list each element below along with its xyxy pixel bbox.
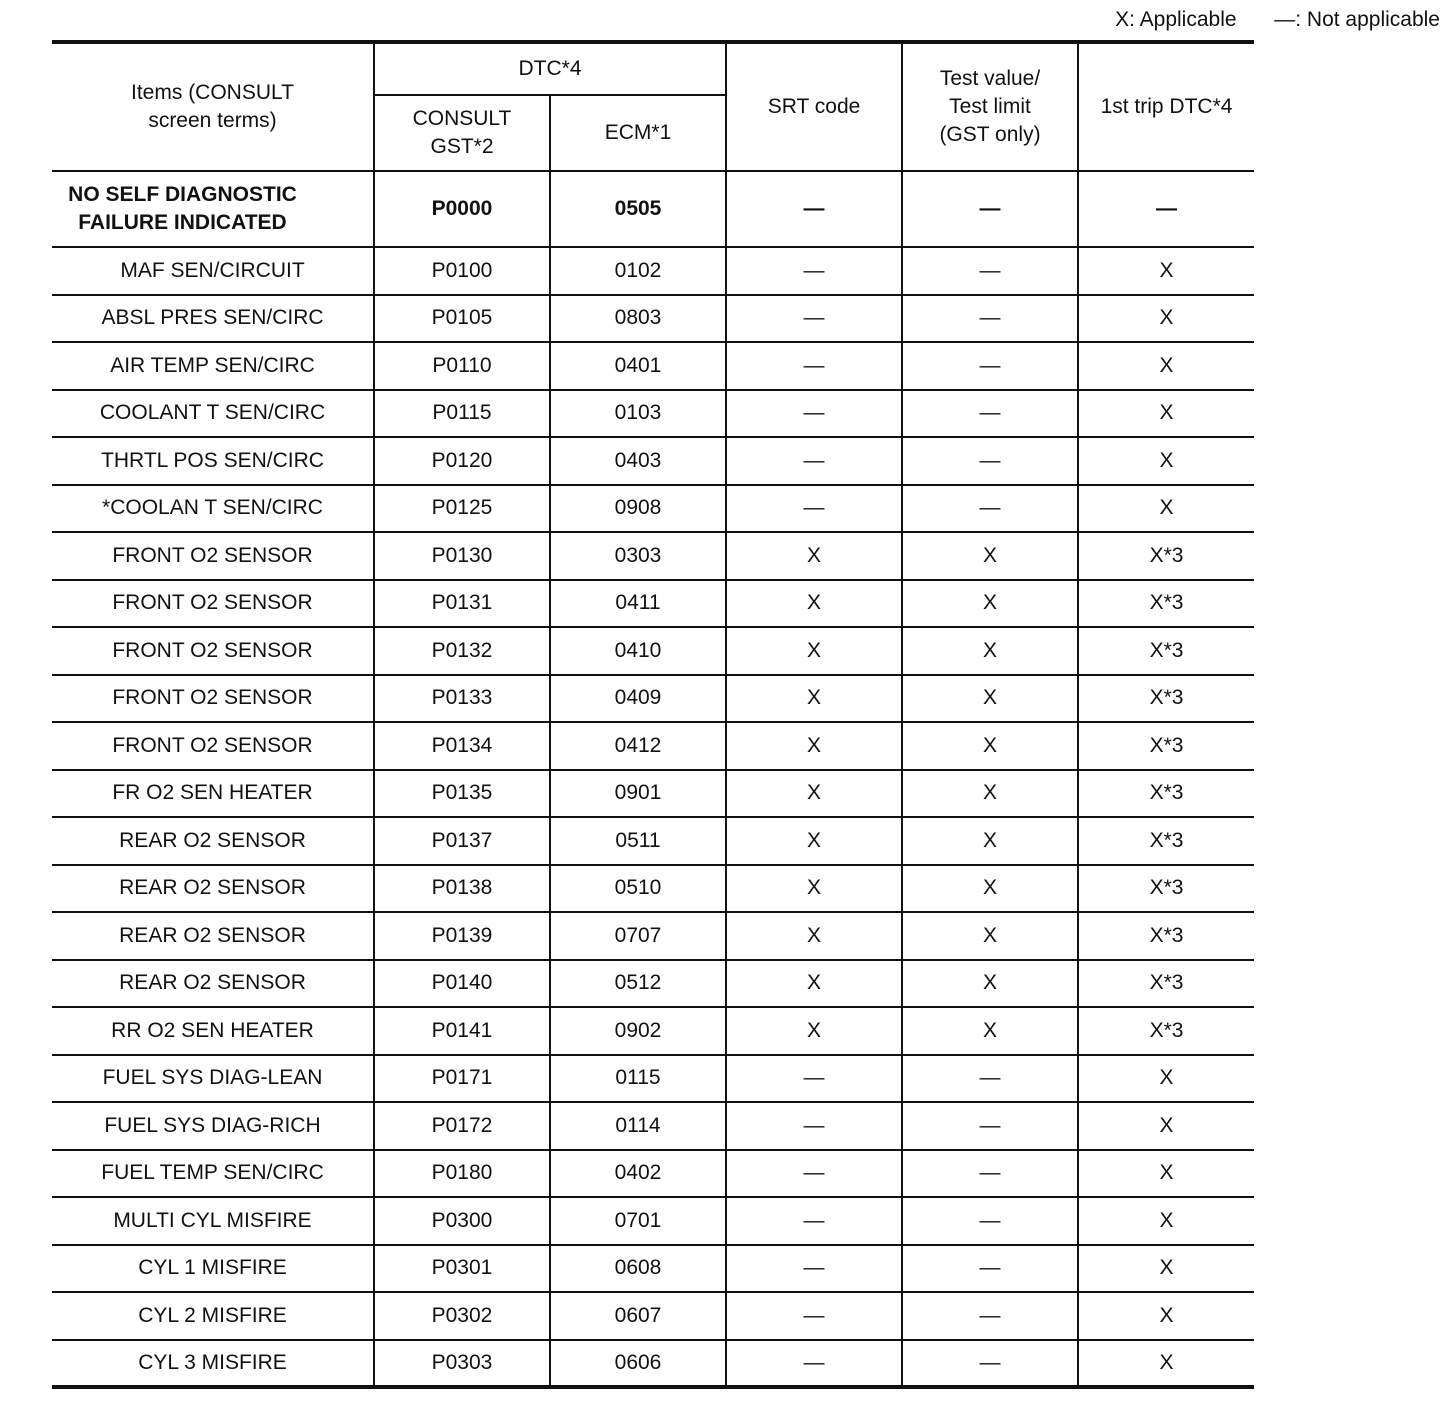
ecm-cell: 0402 xyxy=(550,1150,726,1198)
ecm-cell: 0511 xyxy=(550,817,726,865)
table-row xyxy=(52,1340,1254,1388)
item-cell: CYL 3 MISFIRE xyxy=(52,1340,374,1388)
ecm-cell: 0608 xyxy=(550,1245,726,1293)
item-cell: CYL 1 MISFIRE xyxy=(52,1245,374,1293)
ecm-cell: 0512 xyxy=(550,960,726,1008)
srt-code-cell: — xyxy=(726,1197,902,1245)
first-trip-dtc-cell: X*3 xyxy=(1078,1007,1254,1055)
ecm-cell: 0902 xyxy=(550,1007,726,1055)
ecm-cell: 0701 xyxy=(550,1197,726,1245)
test-value-cell: X xyxy=(902,722,1078,770)
srt-code-cell: — xyxy=(726,1245,902,1293)
header-test-value: Test value/ Test limit (GST only) xyxy=(902,42,1078,171)
legend xyxy=(1115,8,1440,32)
first-trip-dtc-cell: X xyxy=(1078,390,1254,438)
consult-gst-cell: P0105 xyxy=(374,295,550,343)
ecm-cell: 0607 xyxy=(550,1292,726,1340)
consult-gst-cell: P0171 xyxy=(374,1055,550,1103)
table-row xyxy=(52,1102,1254,1150)
first-trip-dtc-cell: X*3 xyxy=(1078,770,1254,818)
test-value-cell: — xyxy=(902,247,1078,295)
table-row xyxy=(52,247,1254,295)
item-cell: AIR TEMP SEN/CIRC xyxy=(52,342,374,390)
consult-gst-cell: P0180 xyxy=(374,1150,550,1198)
srt-code-cell: — xyxy=(726,1292,902,1340)
consult-gst-cell: P0115 xyxy=(374,390,550,438)
item-cell: FRONT O2 SENSOR xyxy=(52,675,374,723)
test-value-cell: — xyxy=(902,1340,1078,1388)
consult-gst-cell: P0302 xyxy=(374,1292,550,1340)
first-trip-dtc-cell: X xyxy=(1078,1102,1254,1150)
consult-gst-cell: P0172 xyxy=(374,1102,550,1150)
test-value-cell: — xyxy=(902,342,1078,390)
consult-gst-cell: P0134 xyxy=(374,722,550,770)
consult-gst-cell: P0000 xyxy=(374,171,550,247)
test-value-cell: X xyxy=(902,580,1078,628)
table-row xyxy=(52,390,1254,438)
header-consult-gst: CONSULT GST*2 xyxy=(374,95,550,171)
item-cell: FUEL TEMP SEN/CIRC xyxy=(52,1150,374,1198)
first-trip-dtc-cell: X*3 xyxy=(1078,627,1254,675)
first-trip-dtc-cell: X xyxy=(1078,1055,1254,1103)
item-cell: *COOLAN T SEN/CIRC xyxy=(52,485,374,533)
ecm-cell: 0403 xyxy=(550,437,726,485)
srt-code-cell: — xyxy=(726,247,902,295)
srt-code-cell: — xyxy=(726,1340,902,1388)
item-cell: REAR O2 SENSOR xyxy=(52,960,374,1008)
test-value-cell: — xyxy=(902,485,1078,533)
test-value-cell: — xyxy=(902,1150,1078,1198)
test-value-cell: — xyxy=(902,295,1078,343)
test-value-cell: X xyxy=(902,960,1078,1008)
first-trip-dtc-cell: X*3 xyxy=(1078,865,1254,913)
test-value-cell: — xyxy=(902,1292,1078,1340)
srt-code-cell: — xyxy=(726,1150,902,1198)
table-row xyxy=(52,342,1254,390)
item-cell: MULTI CYL MISFIRE xyxy=(52,1197,374,1245)
ecm-cell: 0510 xyxy=(550,865,726,913)
item-cell: CYL 2 MISFIRE xyxy=(52,1292,374,1340)
legend-not-applicable: —: Not applicable xyxy=(1274,8,1440,31)
ecm-cell: 0908 xyxy=(550,485,726,533)
ecm-cell: 0411 xyxy=(550,580,726,628)
item-cell: FRONT O2 SENSOR xyxy=(52,532,374,580)
first-trip-dtc-cell: X xyxy=(1078,437,1254,485)
consult-gst-cell: P0130 xyxy=(374,532,550,580)
table-body xyxy=(52,171,1254,1387)
srt-code-cell: X xyxy=(726,580,902,628)
srt-code-cell: — xyxy=(726,390,902,438)
legend-applicable: X: Applicable xyxy=(1115,8,1237,31)
table-row xyxy=(52,580,1254,628)
item-cell: MAF SEN/CIRCUIT xyxy=(52,247,374,295)
table-row xyxy=(52,865,1254,913)
ecm-cell: 0412 xyxy=(550,722,726,770)
srt-code-cell: X xyxy=(726,960,902,1008)
item-cell: FUEL SYS DIAG-LEAN xyxy=(52,1055,374,1103)
test-value-cell: X xyxy=(902,865,1078,913)
item-cell: REAR O2 SENSOR xyxy=(52,865,374,913)
table-row xyxy=(52,675,1254,723)
srt-code-cell: X xyxy=(726,817,902,865)
header-ecm: ECM*1 xyxy=(550,95,726,171)
item-cell: RR O2 SEN HEATER xyxy=(52,1007,374,1055)
table-row xyxy=(52,1197,1254,1245)
ecm-cell: 0114 xyxy=(550,1102,726,1150)
srt-code-cell: X xyxy=(726,912,902,960)
consult-gst-cell: P0131 xyxy=(374,580,550,628)
ecm-cell: 0115 xyxy=(550,1055,726,1103)
table-row xyxy=(52,437,1254,485)
consult-gst-cell: P0141 xyxy=(374,1007,550,1055)
table-row xyxy=(52,295,1254,343)
table-row xyxy=(52,1007,1254,1055)
srt-code-cell: — xyxy=(726,1102,902,1150)
consult-gst-cell: P0125 xyxy=(374,485,550,533)
srt-code-cell: — xyxy=(726,437,902,485)
consult-gst-cell: P0135 xyxy=(374,770,550,818)
consult-gst-cell: P0301 xyxy=(374,1245,550,1293)
test-value-cell: X xyxy=(902,817,1078,865)
test-value-cell: — xyxy=(902,1055,1078,1103)
item-cell: FR O2 SEN HEATER xyxy=(52,770,374,818)
test-value-cell: X xyxy=(902,627,1078,675)
item-cell: THRTL POS SEN/CIRC xyxy=(52,437,374,485)
ecm-cell: 0102 xyxy=(550,247,726,295)
header-items: Items (CONSULT screen terms) xyxy=(52,42,374,171)
srt-code-cell: — xyxy=(726,485,902,533)
ecm-cell: 0409 xyxy=(550,675,726,723)
item-cell: FRONT O2 SENSOR xyxy=(52,722,374,770)
first-trip-dtc-cell: X*3 xyxy=(1078,532,1254,580)
consult-gst-cell: P0132 xyxy=(374,627,550,675)
table-row xyxy=(52,1292,1254,1340)
consult-gst-cell: P0138 xyxy=(374,865,550,913)
first-trip-dtc-cell: X xyxy=(1078,485,1254,533)
first-trip-dtc-cell: X xyxy=(1078,247,1254,295)
test-value-cell: — xyxy=(902,1197,1078,1245)
table-row xyxy=(52,1055,1254,1103)
consult-gst-cell: P0140 xyxy=(374,960,550,1008)
test-value-cell: — xyxy=(902,1102,1078,1150)
item-cell: FRONT O2 SENSOR xyxy=(52,580,374,628)
header-srt-code: SRT code xyxy=(726,42,902,171)
consult-gst-cell: P0303 xyxy=(374,1340,550,1388)
table-row xyxy=(52,532,1254,580)
srt-code-cell: X xyxy=(726,865,902,913)
table-row xyxy=(52,722,1254,770)
srt-code-cell: X xyxy=(726,770,902,818)
first-trip-dtc-cell: X*3 xyxy=(1078,817,1254,865)
srt-code-cell: X xyxy=(726,675,902,723)
test-value-cell: X xyxy=(902,770,1078,818)
header-first-trip-dtc: 1st trip DTC*4 xyxy=(1078,42,1254,171)
test-value-cell: X xyxy=(902,912,1078,960)
table-row xyxy=(52,817,1254,865)
test-value-cell: — xyxy=(902,171,1078,247)
first-trip-dtc-cell: X xyxy=(1078,1340,1254,1388)
item-cell: NO SELF DIAGNOSTIC FAILURE INDICATED xyxy=(52,171,374,247)
ecm-cell: 0410 xyxy=(550,627,726,675)
table-row xyxy=(52,1245,1254,1293)
srt-code-cell: — xyxy=(726,295,902,343)
first-trip-dtc-cell: — xyxy=(1078,171,1254,247)
dtc-table xyxy=(52,40,1254,1389)
ecm-cell: 0505 xyxy=(550,171,726,247)
srt-code-cell: — xyxy=(726,1055,902,1103)
consult-gst-cell: P0100 xyxy=(374,247,550,295)
consult-gst-cell: P0139 xyxy=(374,912,550,960)
srt-code-cell: — xyxy=(726,342,902,390)
first-trip-dtc-cell: X*3 xyxy=(1078,960,1254,1008)
item-cell: FRONT O2 SENSOR xyxy=(52,627,374,675)
table-row xyxy=(52,1150,1254,1198)
first-trip-dtc-cell: X xyxy=(1078,1197,1254,1245)
first-trip-dtc-cell: X*3 xyxy=(1078,675,1254,723)
srt-code-cell: — xyxy=(726,171,902,247)
item-cell: ABSL PRES SEN/CIRC xyxy=(52,295,374,343)
srt-code-cell: X xyxy=(726,627,902,675)
ecm-cell: 0303 xyxy=(550,532,726,580)
first-trip-dtc-cell: X xyxy=(1078,1245,1254,1293)
header-dtc: DTC*4 xyxy=(374,42,726,95)
test-value-cell: X xyxy=(902,675,1078,723)
consult-gst-cell: P0300 xyxy=(374,1197,550,1245)
srt-code-cell: X xyxy=(726,532,902,580)
item-cell: REAR O2 SENSOR xyxy=(52,817,374,865)
first-trip-dtc-cell: X*3 xyxy=(1078,580,1254,628)
first-trip-dtc-cell: X xyxy=(1078,1292,1254,1340)
item-cell: COOLANT T SEN/CIRC xyxy=(52,390,374,438)
test-value-cell: — xyxy=(902,437,1078,485)
ecm-cell: 0707 xyxy=(550,912,726,960)
item-cell: REAR O2 SENSOR xyxy=(52,912,374,960)
ecm-cell: 0103 xyxy=(550,390,726,438)
table-row xyxy=(52,912,1254,960)
first-trip-dtc-cell: X*3 xyxy=(1078,912,1254,960)
test-value-cell: X xyxy=(902,1007,1078,1055)
table-row xyxy=(52,171,1254,247)
consult-gst-cell: P0137 xyxy=(374,817,550,865)
ecm-cell: 0606 xyxy=(550,1340,726,1388)
first-trip-dtc-cell: X xyxy=(1078,342,1254,390)
item-cell: FUEL SYS DIAG-RICH xyxy=(52,1102,374,1150)
table-row xyxy=(52,960,1254,1008)
first-trip-dtc-cell: X*3 xyxy=(1078,722,1254,770)
srt-code-cell: X xyxy=(726,722,902,770)
ecm-cell: 0803 xyxy=(550,295,726,343)
test-value-cell: X xyxy=(902,532,1078,580)
table-row xyxy=(52,770,1254,818)
consult-gst-cell: P0110 xyxy=(374,342,550,390)
first-trip-dtc-cell: X xyxy=(1078,295,1254,343)
ecm-cell: 0901 xyxy=(550,770,726,818)
table-row xyxy=(52,627,1254,675)
srt-code-cell: X xyxy=(726,1007,902,1055)
test-value-cell: — xyxy=(902,390,1078,438)
ecm-cell: 0401 xyxy=(550,342,726,390)
table-row xyxy=(52,485,1254,533)
consult-gst-cell: P0120 xyxy=(374,437,550,485)
consult-gst-cell: P0133 xyxy=(374,675,550,723)
first-trip-dtc-cell: X xyxy=(1078,1150,1254,1198)
test-value-cell: — xyxy=(902,1245,1078,1293)
